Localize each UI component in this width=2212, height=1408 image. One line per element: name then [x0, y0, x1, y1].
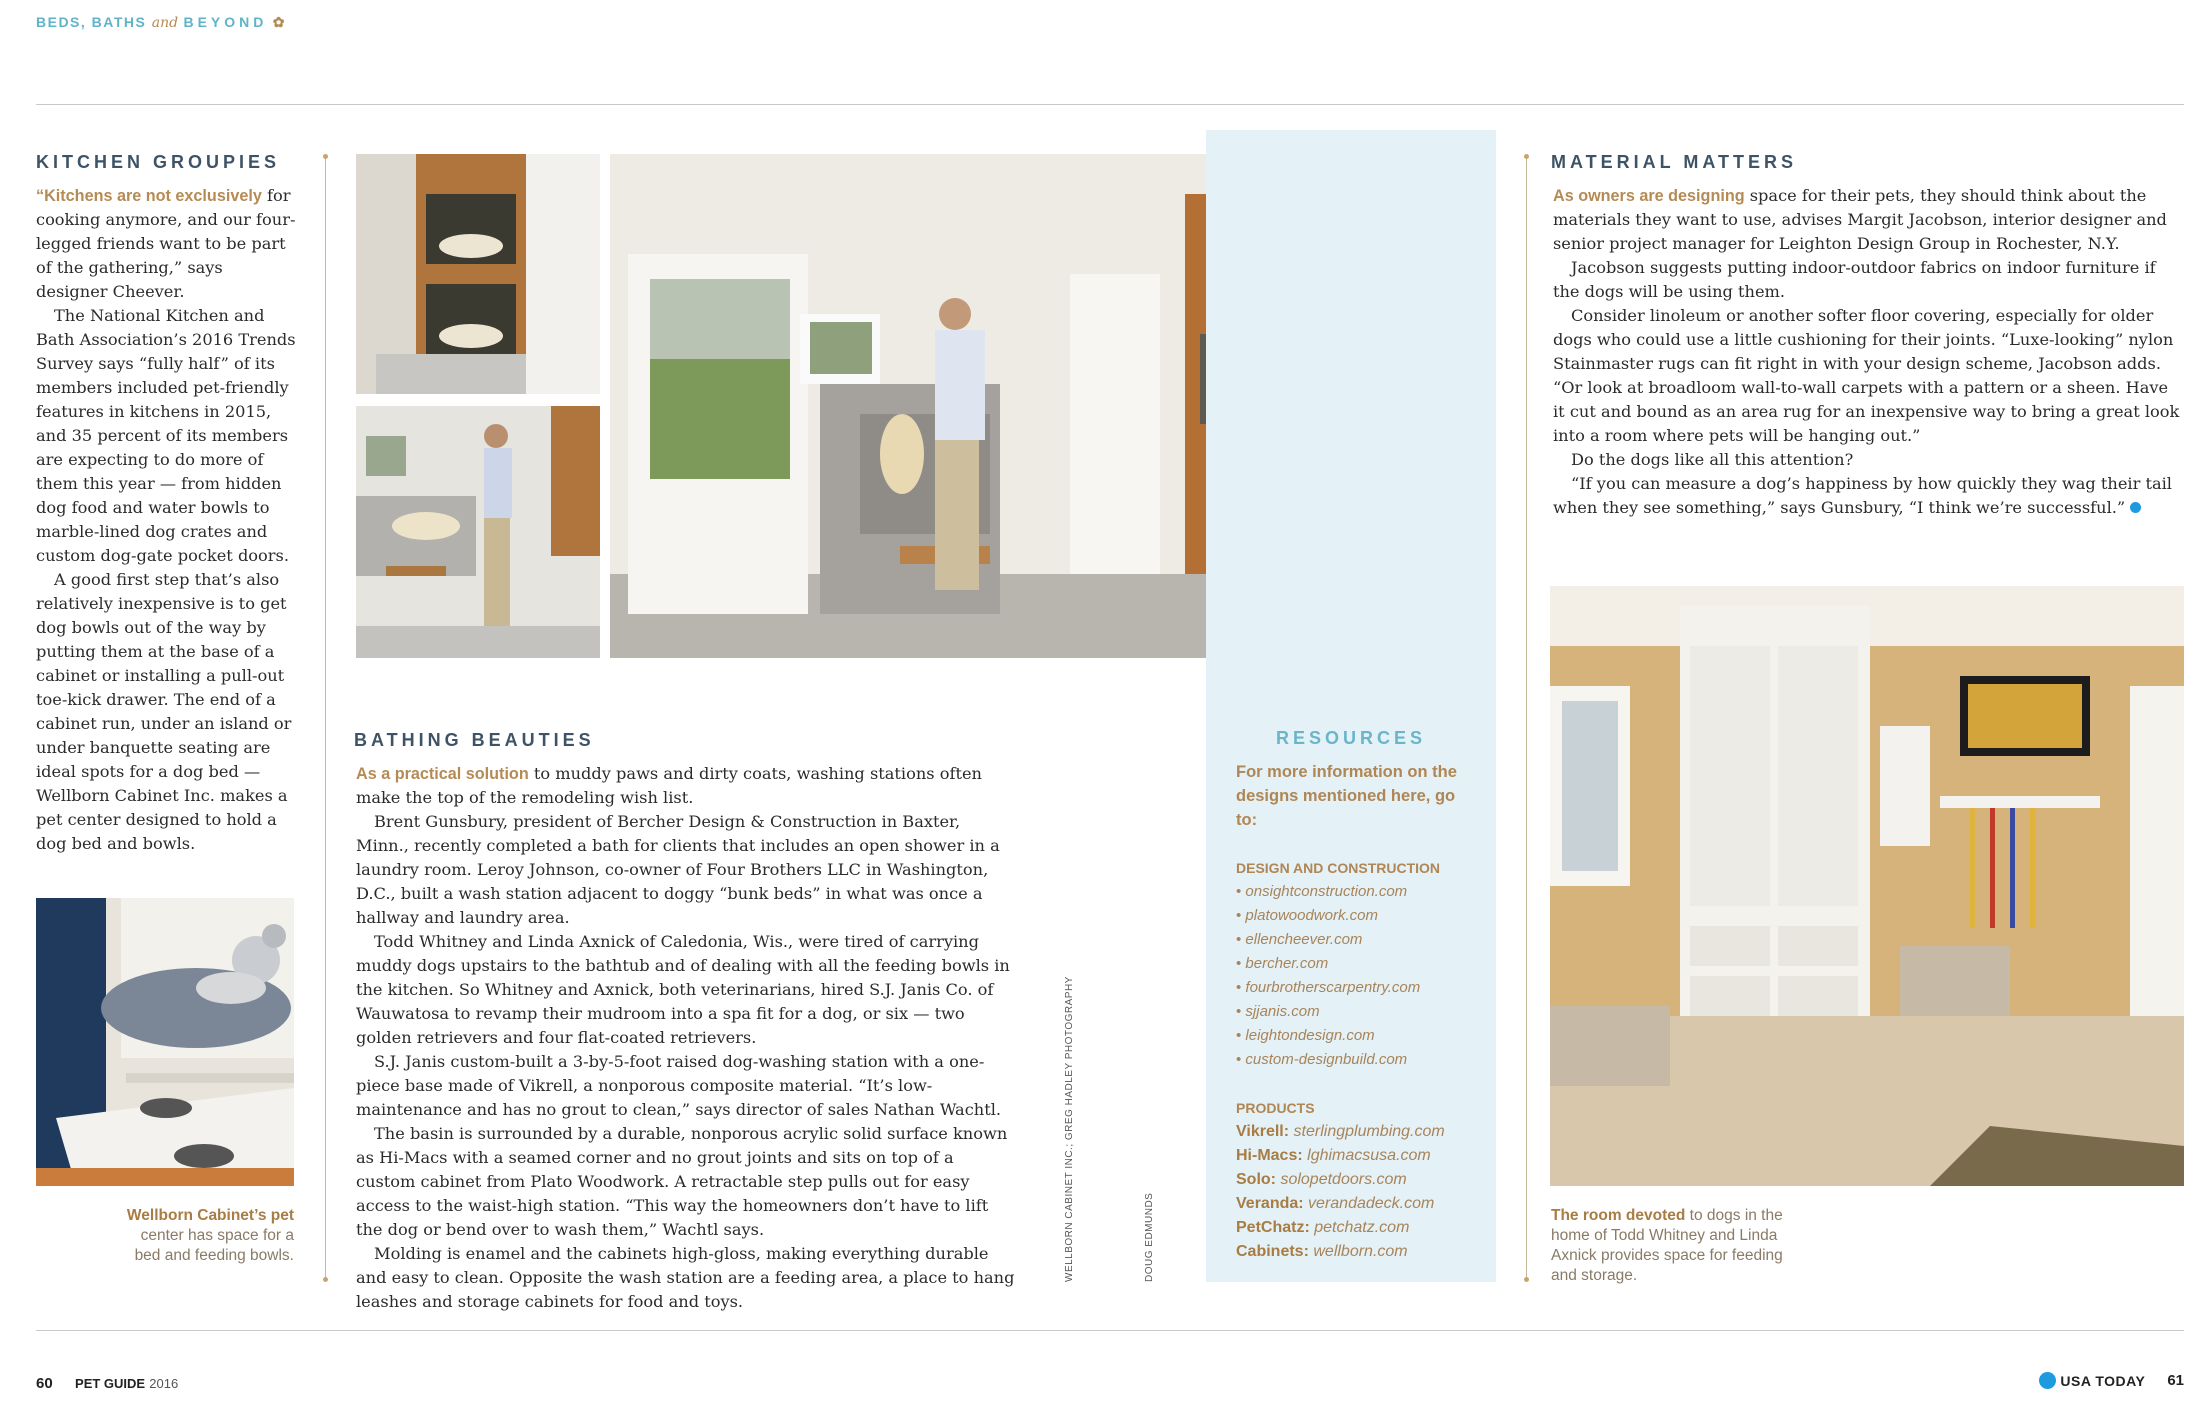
- running-header: [36, 14, 286, 31]
- design-links: [1236, 880, 1420, 1072]
- material-p2: Jacobson suggests putting indoor-outdoor fabrics on indoor furniture if the dogs will be using them.: [1553, 258, 2156, 301]
- material-p5-text: “If you can measure a dog’s happiness by how quickly they wag their tail when they see something,” says Gunsbury, “I think we’re successful.”: [1553, 474, 2172, 517]
- product-row: [1236, 1240, 1445, 1264]
- product-name: Veranda:: [1236, 1195, 1304, 1212]
- kitchen-p2: The National Kitchen and Bath Association’s 2016 Trends Survey says “fully half” of its members included pet-friendly features in kitchens in 2015, and 35 percent of its members are expecting to do more of them this year — from hidden dog food and water bowls to marble-lined dog crates and custom dog-gate pocket doors.: [36, 306, 296, 565]
- bathing-lead: As a practical solution: [356, 765, 529, 783]
- product-row: [1236, 1216, 1445, 1240]
- material-p5: [1553, 472, 2183, 520]
- products-list: [1236, 1120, 1445, 1264]
- room-caption-rest: to dogs in the home of Todd Whitney and Linda Axnick provides space for feeding and storage.: [1551, 1207, 1783, 1284]
- header-part2: and: [151, 15, 179, 31]
- product-name: Cabinets:: [1236, 1243, 1309, 1260]
- photo-credit-1: WELLBORN CABINET INC.; GREG HADLEY PHOTOGRAPHY: [1064, 976, 1075, 1282]
- design-link[interactable]: • leightondesign.com: [1236, 1024, 1420, 1048]
- footer-right: [2039, 1372, 2184, 1389]
- wellborn-pet-center-photo: [36, 898, 294, 1186]
- design-link[interactable]: • bercher.com: [1236, 952, 1420, 976]
- bathing-body: [356, 762, 1018, 1314]
- room-caption-bold: The room devoted: [1551, 1207, 1686, 1224]
- product-name: Vikrell:: [1236, 1123, 1290, 1140]
- column-divider-1: [325, 156, 326, 1280]
- material-p4: Do the dogs like all this attention?: [1571, 450, 1854, 469]
- product-row: [1236, 1120, 1445, 1144]
- kitchen-lead: “Kitchens are not exclusively: [36, 187, 262, 205]
- room-caption: [1551, 1206, 1801, 1286]
- product-name: Solo:: [1236, 1171, 1276, 1188]
- design-link[interactable]: • sjjanis.com: [1236, 1000, 1420, 1024]
- products-heading: PRODUCTS: [1236, 1100, 1315, 1116]
- product-link[interactable]: petchatz.com: [1314, 1219, 1410, 1236]
- product-link[interactable]: wellborn.com: [1313, 1243, 1408, 1260]
- product-link[interactable]: solopetdoors.com: [1280, 1171, 1407, 1188]
- wellborn-caption-bold: Wellborn Cabinet’s pet: [126, 1207, 294, 1224]
- product-row: [1236, 1192, 1445, 1216]
- bathing-p1: [356, 762, 1018, 810]
- kitchen-title: KITCHEN GROUPIES: [36, 152, 281, 172]
- design-link[interactable]: • fourbrotherscarpentry.com: [1236, 976, 1420, 1000]
- column-divider-2: [1526, 156, 1527, 1280]
- brand-name: USA TODAY: [2060, 1372, 2146, 1389]
- material-p1-rest: space for their pets, they should think about the materials they want to use, advises Margit Jacobson, interior designer and senior project manager for Leighton Design Group in Rochester, N.Y.: [1553, 186, 2167, 253]
- man-with-dog-photo: [356, 406, 600, 658]
- resources-intro: For more information on the designs mentioned here, go to:: [1236, 763, 1457, 829]
- usa-today-logo-icon: [2039, 1372, 2056, 1389]
- end-mark-icon: [2130, 502, 2141, 513]
- design-link[interactable]: • custom-designbuild.com: [1236, 1048, 1420, 1072]
- bathing-title: BATHING BEAUTIES: [354, 730, 595, 750]
- design-heading: DESIGN AND CONSTRUCTION: [1236, 860, 1441, 876]
- photo-credit-2: DOUG EDMUNDS: [1144, 1192, 1155, 1282]
- publication-name: PET GUIDE: [75, 1376, 146, 1391]
- product-row: [1236, 1144, 1445, 1168]
- bunk-beds-photo: [356, 154, 600, 394]
- material-title: MATERIAL MATTERS: [1551, 152, 1797, 172]
- design-link[interactable]: • platowoodwork.com: [1236, 904, 1420, 928]
- bathing-p5: The basin is surrounded by a durable, nonporous acrylic solid surface known as Hi-Macs with a seamed corner and no grout joints and sits on top of a custom cabinet from Plato Woodwork. A retractable step pulls out for easy access to the waist-high station. “This way the homeowners don’t have to lift the dog or bend over to wash them,” Wachtl says.: [356, 1124, 1008, 1239]
- wellborn-caption-rest: center has space for a bed and feeding bowls.: [134, 1227, 294, 1264]
- right-page-number: 61: [2167, 1372, 2184, 1389]
- bottom-rule: [36, 1330, 2184, 1331]
- bathing-p1-rest: to muddy paws and dirty coats, washing stations often make the top of the remodeling wish list.: [356, 764, 982, 807]
- product-link[interactable]: sterlingplumbing.com: [1293, 1123, 1445, 1140]
- wellborn-caption: [120, 1206, 294, 1266]
- material-body: [1553, 184, 2183, 520]
- footer-left: [36, 1375, 178, 1392]
- mudroom-photo: [1550, 586, 2184, 1186]
- left-page-number: 60: [36, 1375, 53, 1392]
- product-link[interactable]: verandadeck.com: [1308, 1195, 1435, 1212]
- kitchen-p1: [36, 184, 298, 304]
- bathing-p6: Molding is enamel and the cabinets high-gloss, making everything durable and easy to clean. Opposite the wash station are a feeding area, a place to hang leashes and storage cabinets for food and toys.: [356, 1244, 1015, 1311]
- header-part3: BEYOND: [183, 14, 268, 30]
- resources-title: RESOURCES: [1275, 728, 1427, 748]
- material-p3: Consider linoleum or another softer floor covering, especially for older dogs who could use a little cushioning for their joints. “Luxe-looking” nylon Stainmaster rugs can fit right in with your design scheme, Jacobson adds. “Or look at broadloom wall-to-wall carpets with a pattern or a sheen. Have it cut and bound as an area rug for an inexpensive way to bring a great look into a room where pets will be hanging out.”: [1553, 306, 2180, 445]
- header-part1: BEDS, BATHS: [36, 14, 147, 30]
- paw-icon: ✿: [272, 14, 286, 30]
- product-row: [1236, 1168, 1445, 1192]
- bathing-p2: Brent Gunsbury, president of Bercher Design & Construction in Baxter, Minn., recently completed a bath for clients that includes an open shower in a laundry room. Leroy Johnson, co-owner of Four Brothers LLC in Washington, D.C., built a wash station adjacent to doggy “bunk beds” in what was once a hallway and laundry area.: [356, 812, 1000, 927]
- top-rule: [36, 104, 2184, 105]
- bathing-p4: S.J. Janis custom-built a 3-by-5-foot raised dog-washing station with a one-piece base made of Vikrell, a nonporous composite material. “It’s low-maintenance and has no grout to clean,” says director of sales Nathan Wachtl.: [356, 1052, 1002, 1119]
- kitchen-body: [36, 184, 298, 856]
- kitchen-p3: A good first step that’s also relatively inexpensive is to get dog bowls out of the way by putting them at the base of a cabinet or installing a pull-out toe-kick drawer. The end of a cabinet run, under an island or under banquette seating are ideal spots for a dog bed — Wellborn Cabinet Inc. makes a pet center designed to hold a dog bed and bowls.: [36, 570, 292, 853]
- design-link[interactable]: • ellencheever.com: [1236, 928, 1420, 952]
- bathing-p3: Todd Whitney and Linda Axnick of Caledonia, Wis., were tired of carrying muddy dogs upstairs to the bathtub and of dealing with all the feeding bowls in the kitchen. So Whitney and Axnick, both veterinarians, hired S.J. Janis Co. of Wauwatosa to revamp their mudroom into a spa fit for a dog, or six — two golden retrievers and four flat-coated retrievers.: [356, 932, 1010, 1047]
- product-link[interactable]: lghimacsusa.com: [1307, 1147, 1431, 1164]
- product-name: PetChatz:: [1236, 1219, 1310, 1236]
- material-lead: As owners are designing: [1553, 187, 1745, 205]
- publication-year: 2016: [149, 1376, 179, 1391]
- design-link[interactable]: • onsightconstruction.com: [1236, 880, 1420, 904]
- material-p1: [1553, 184, 2183, 256]
- product-name: Hi-Macs:: [1236, 1147, 1303, 1164]
- kitchen-p1-rest: for cooking anymore, and our four-legged friends want to be part of the gathering,” says designer Cheever.: [36, 186, 296, 301]
